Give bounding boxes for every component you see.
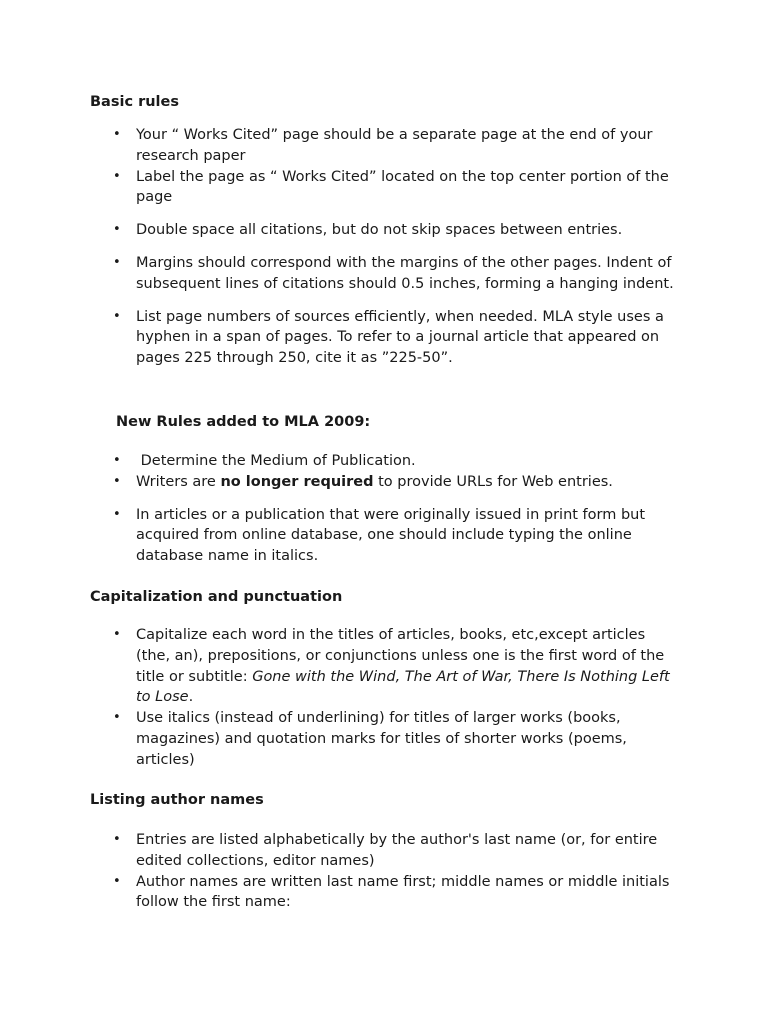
bullet-icon: •	[113, 473, 121, 489]
bullet-icon: •	[113, 308, 121, 324]
list-item-text: Margins should correspond with the margins of the other pages. Indent of subsequent lines of citations should 0.5 inches, forming a hanging indent.	[136, 254, 674, 292]
list-author-names	[0, 830, 768, 913]
list-item-text: Use italics (instead of underlining) for titles of larger works (books, magazines) and quotation marks for titles of shorter works (poems, articles)	[136, 710, 627, 768]
list-new-rules	[0, 451, 768, 567]
heading-basic-rules: Basic rules	[90, 94, 179, 110]
list-item	[0, 167, 681, 209]
list-item	[0, 505, 681, 567]
list-item-text: Double space all citations, but do not skip spaces between entries.	[136, 222, 623, 239]
list-item-text: Entries are listed alphabetically by the author's last name (or, for entire edited collections, editor names)	[136, 832, 658, 869]
bullet-icon: •	[113, 710, 121, 726]
list-item-text: Determine the Medium of Publication.	[136, 453, 416, 469]
list-item-text-bold: no longer required	[220, 473, 374, 490]
list-item	[0, 253, 681, 295]
list-item	[0, 472, 681, 493]
list-item-text-pre: Writers are	[136, 473, 221, 490]
heading-author-names: Listing author names	[90, 792, 264, 808]
list-item-text: List page numbers of sources efficiently, when needed. MLA style uses a hyphen in a span of pages. To refer to a journal article that appeared on pages 225 through 250, cite it as ”225-50”.	[136, 308, 664, 367]
list-item	[0, 451, 681, 472]
list-item	[0, 625, 681, 708]
bullet-icon: •	[113, 873, 121, 889]
bullet-icon: •	[113, 506, 121, 522]
heading-new-rules: New Rules added to MLA 2009:	[116, 414, 371, 430]
list-item	[0, 872, 681, 914]
list-item-text: In articles or a publication that were originally issued in print form but acquired from online database, one should include typing the online database name in italics.	[136, 506, 646, 565]
list-basic-rules	[0, 125, 768, 369]
bullet-icon: •	[113, 627, 121, 642]
list-item-text: Author names are written last name first; middle names or middle initials follow the first name:	[136, 873, 670, 911]
bullet-icon: •	[113, 453, 121, 468]
list-item-text-post: to provide URLs for Web entries.	[373, 473, 613, 490]
list-item	[0, 708, 681, 770]
bullet-icon: •	[113, 254, 121, 270]
list-item-text-post: .	[188, 689, 194, 706]
list-item-text-italic: Gone with the Wind, The Art of War, There Is Nothing Left to Lose	[136, 668, 670, 706]
bullet-icon: •	[113, 222, 121, 238]
bullet-icon: •	[113, 168, 121, 184]
heading-capitalization: Capitalization and punctuation	[90, 589, 343, 605]
list-capitalization	[0, 625, 768, 771]
list-item-text-pre: Capitalize each word in the titles of articles, books, etc,except articles (the, an), prepositions, or conjunctions unless one is the first word of the title or subtitle:	[136, 627, 665, 685]
list-item	[0, 307, 681, 369]
bullet-icon: •	[113, 127, 121, 142]
list-item-text: Your “ Works Cited” page should be a separate page at the end of your research paper	[136, 127, 653, 164]
list-item	[0, 220, 681, 241]
list-item	[0, 125, 681, 167]
list-item	[0, 830, 681, 872]
bullet-icon: •	[113, 832, 121, 847]
list-item-text: Label the page as “ Works Cited” located on the top center portion of the page	[136, 168, 669, 206]
